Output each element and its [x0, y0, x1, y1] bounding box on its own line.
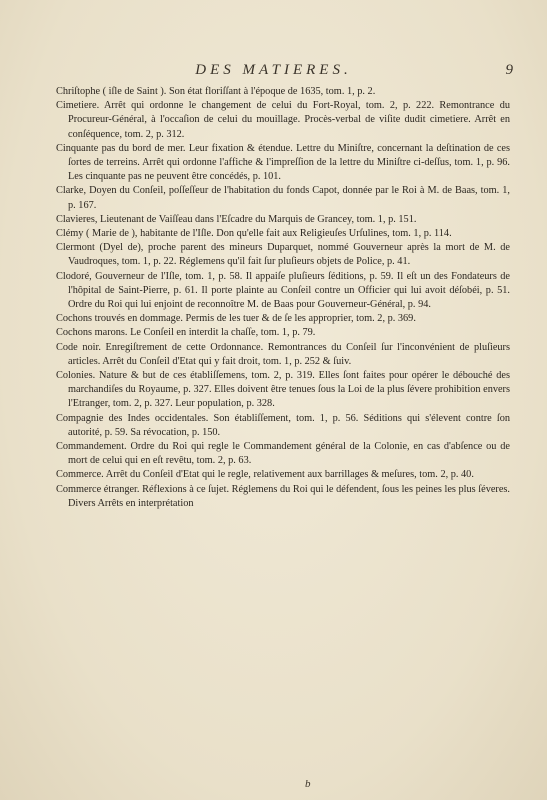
index-entries: [56, 85, 510, 511]
index-entry: Commerce. Arrêt du Conſeil d'Etat qui le regle, relativement aux barrillages & meſures, tom. 2, p. 40.: [56, 469, 474, 481]
signature-mark: b: [305, 778, 311, 790]
page-number: 9: [505, 62, 513, 78]
index-entry: Clarke, Doyen du Conſeil, poſſeſſeur de l'habitation du fonds Capot, donnée par le Roi à M. de Baas, tom. 1, p. 167.: [56, 185, 510, 211]
index-entry: Cinquante pas du bord de mer. Leur fixation & étendue. Lettre du Miniſtre, concernant la deſtination de ces ſortes de terreins. Arrêt qui ordonne l'affiche & l'impreſſion de la lettre du Miniſtre ci-deſſus, tom. 1, p. 96. Les cinquante pas ne peuvent être concédés, p. 101.: [56, 142, 510, 183]
index-entry: Cochons trouvés en dommage. Permis de les tuer & de ſe les approprier, tom. 2, p. 369.: [56, 313, 416, 325]
index-entry: Clermont (Dyel de), proche parent des mineurs Duparquet, nommé Gouverneur après la mort de M. de Vaudroques, tom. 1, p. 22. Réglemens qu'il fait ſur pluſieurs objets de Police, p. 41.: [56, 242, 510, 268]
page-header: [0, 62, 547, 82]
index-entry: Code noir. Enregiſtrement de cette Ordonnance. Remontrances du Conſeil ſur l'inconvénient de pluſieurs articles. Arrêt du Conſeil d'Etat qui y fait droit, tom. 1, p. 252 & ſuiv.: [56, 341, 510, 367]
index-entry: Clémy ( Marie de ), habitante de l'Iſle. Don qu'elle fait aux Religieuſes Urſulines, tom. 1, p. 114.: [56, 228, 452, 240]
index-entry: Clavieres, Lieutenant de Vaiſſeau dans l'Eſcadre du Marquis de Grancey, tom. 1, p. 151.: [56, 213, 417, 225]
index-entry: Clodoré, Gouverneur de l'Iſle, tom. 1, p. 58. Il appaiſe pluſieurs ſéditions, p. 59. Il eſt un des Fondateurs de l'hôpital de Saint-Pierre, p. 61. Il porte plainte au Conſeil contre un Officier qui lui avoit déſobéi, p. 51. Ordre du Roi qui lui enjoint de reconnoître M. de Baas pour Gouverneur-Général, p. 94.: [56, 270, 510, 311]
index-entry: Commerce étranger. Réflexions à ce ſujet. Réglemens du Roi qui le défendent, ſous les peines les plus ſéveres. Divers Arrêts en interprétation: [56, 483, 510, 509]
index-entry: Colonies. Nature & but de ces établiſſemens, tom. 2, p. 319. Elles ſont faites pour opérer le débouché des marchandiſes du Royaume, p. 327. Elles doivent être tenues ſous la Loi de la plus ſévere prohibition envers l'Etranger, tom. 2, p. 327. Leur population, p. 328.: [56, 370, 510, 410]
index-entry: Compagnie des Indes occidentales. Son établiſſement, tom. 1, p. 56. Séditions qui s'élevent contre ſon autorité, p. 59. Sa révocation, p. 150.: [56, 412, 510, 438]
running-title: DES MATIERES.: [195, 62, 352, 78]
index-entry: Cochons marons. Le Conſeil en interdit la chaſſe, tom. 1, p. 79.: [56, 327, 316, 339]
index-entry: Commandement. Ordre du Roi qui regle le Commandement général de la Colonie, en cas d'abſence ou de mort de celui qui en eſt revêtu, tom. 2, p. 63.: [56, 441, 510, 467]
index-entry: Cimetiere. Arrêt qui ordonne le changement de celui du Fort-Royal, tom. 2, p. 222. Remontrance du Procureur-Général, à l'occaſion de celui du mouillage. Procès-verbal de viſite dudit cimetiere. Arrêt en conſéquence, tom. 2, p. 312.: [56, 100, 510, 140]
index-entry: Chriſtophe ( iſle de Saint ). Son état floriſſant à l'époque de 1635, tom. 1, p. 2.: [56, 86, 376, 97]
